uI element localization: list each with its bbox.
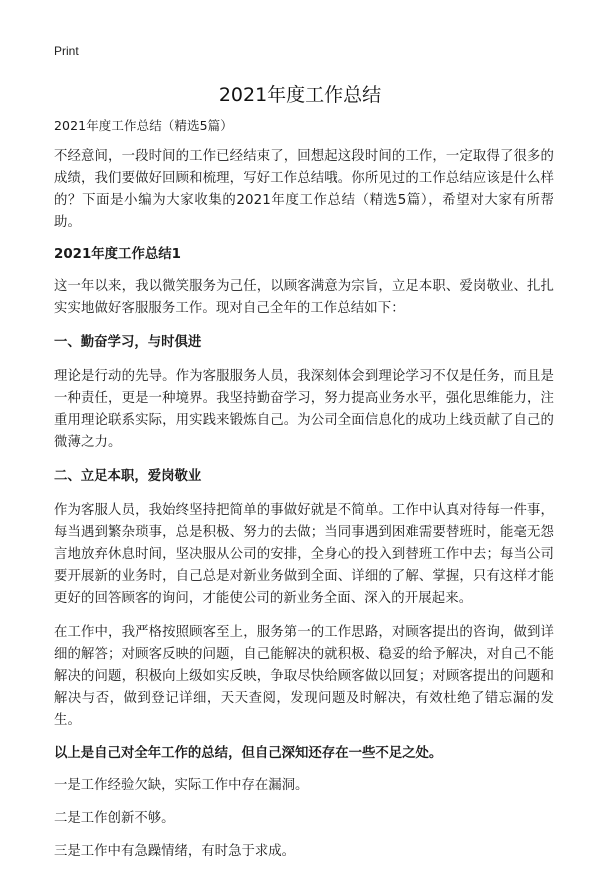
intro-paragraph: 不经意间，一段时间的工作已经结束了，回想起这段时间的工作，一定取得了很多的成绩，我们要做好回顾和梳理，写好工作总结哦。你所见过的工作总结应该是什么样的？下面是小编为大家收集的2021年度工作总结（精选5篇），希望对大家有所帮助。	[54, 149, 554, 230]
shortcoming-item: 三是工作中有急躁情绪，有时急于求成。	[54, 844, 296, 859]
section1-heading: 一、勤奋学习，与时俱进	[54, 335, 202, 350]
section2-paragraph-2: 在工作中，我严格按照顾客至上，服务第一的工作思路，对顾客提出的咨询，做到详细的解答；对顾客反映的问题，自己能解决的就积极、稳妥的给予解决，对自己不能解决的问题，积极向上级如实反映，争取尽快给顾客做以回复；对顾客提出的问题和解决与否，做到登记详细，天天查阅，发现问题及时解决，有效杜绝了错忘漏的发生。	[54, 625, 554, 728]
shortcoming-item: 二是工作创新不够。	[54, 811, 175, 826]
article-intro-paragraph: 这一年以来，我以微笑服务为己任，以顾客满意为宗旨，立足本职、爱岗敬业、扎扎实实地做好客服服务工作。现对自己全年的工作总结如下：	[54, 279, 554, 316]
section2-heading: 二、立足本职，爱岗敬业	[54, 469, 202, 484]
print-label[interactable]: Print	[54, 44, 79, 58]
document-subtitle: 2021年度工作总结（精选5篇）	[54, 118, 233, 133]
section2-paragraph-1: 作为客服人员，我始终坚持把简单的事做好就是不简单。工作中认真对待每一件事，每当遇到繁杂琐事，总是积极、努力的去做；当同事遇到困难需要替班时，能毫无怨言地放弃休息时间，坚决服从公司的安排，全身心的投入到替班工作中去；每当公司要开展新的业务时，自己总是对新业务做到全面、详细的了解、掌握，只有这样才能更好的回答顾客的询问，才能使公司的新业务全面、深入的开展起来。	[54, 503, 554, 606]
document-title: 2021年度工作总结	[218, 84, 382, 106]
summary-line: 以上是自己对全年工作的总结，但自己深知还存在一些不足之处。	[54, 746, 443, 761]
shortcoming-item: 一是工作经验欠缺，实际工作中存在漏洞。	[54, 778, 309, 793]
section1-paragraph: 理论是行动的先导。作为客服服务人员，我深刻体会到理论学习不仅是任务，而且是一种责任，更是一种境界。我坚持勤奋学习，努力提高业务水平，强化思维能力，注重用理论联系实际，用实践来锻炼自己。为公司全面信息化的成功上线贡献了自己的微薄之力。	[54, 369, 554, 450]
document-body	[54, 116, 554, 874]
article-heading: 2021年度工作总结1	[54, 247, 181, 262]
